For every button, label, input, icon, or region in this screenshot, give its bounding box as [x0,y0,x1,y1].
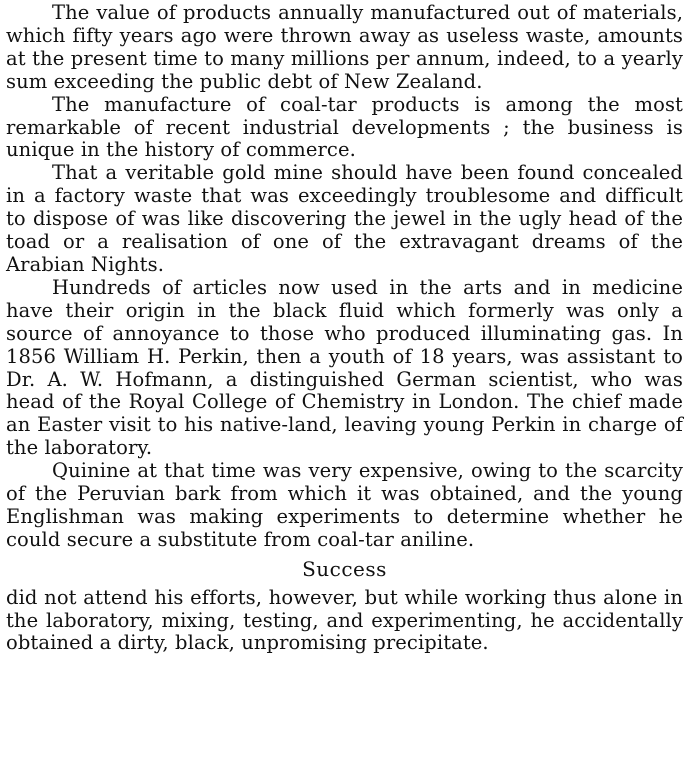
section-subheading: Success [302,556,387,581]
paragraph-perkin-history: Hundreds of articles now used in the arts and in medicine have their origin in the black fluid which formerly was only a source of annoyance to those who produced illuminating gas. In 1856 William H. Perkin, then a youth of 18 years, was assistant to Dr. A. W. Hofmann, a distinguished German scientist, who was head of the Royal College of Chemistry in London. The chief made an Easter visit to his native-land, leaving young Perkin in charge of the laboratory. [6,275,683,460]
paragraph-coal-tar-manufacture: The manufacture of coal-tar products is among the most remarkable of recent industrial developments ; the business is unique in the history of commerce. [6,92,683,162]
paragraph-gold-mine: That a veritable gold mine should have been found concealed in a factory waste that was exceedingly troublesome and difficult to dispose of was like discovering the jewel in the ugly head of the toad or a realisation of one of the extravagant dreams of the Arabian Nights. [6,161,683,276]
paragraph-quinine: Quinine at that time was very expensive, owing to the scarcity of the Peruvian bark from which it was obtained, and the young Englishman was making experiments to determine whether he could secure a substitute from coal-tar aniline. [6,459,683,551]
paragraph-value-of-products: The value of products annually manufactured out of materials, which fifty years ago were thrown away as useless waste, amounts at the present time to many millions per annum, indeed, to a yearly sum exceeding the public debt of New Zealand. [6,1,683,93]
paragraph-closing: did not attend his efforts, however, but while working thus alone in the laboratory, mixing, testing, and experimenting, he accidentally obtained a dirty, black, unpromising precipitate. [6,585,683,655]
